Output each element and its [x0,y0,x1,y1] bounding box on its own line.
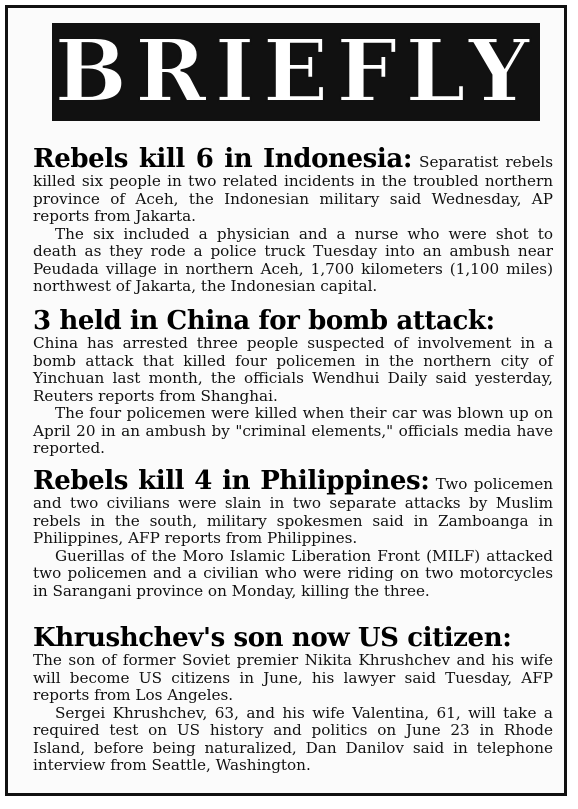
story-body: The four policemen were killed when their car was blown up on April 20 in an ambush by "criminal elements," officials media have reported. [33,404,553,457]
story-headline: 3 held in China for bomb attack: [33,306,495,336]
story-lead-text: China has arrested three people suspected of involvement in a bomb attack that killed four policemen in the northern city of Yinchuan last month, the officials Wendhui Daily said yesterday, Reuters reports from Shanghai. [33,334,553,405]
story-lead [33,467,553,548]
story-lead-text: Two policemen and two civilians were slain in two separate attacks by Muslim rebels in the south, military spokesmen said in Zamboanga in Philippines, AFP reports from Philippines. [33,475,554,547]
story-headline: Khrushchev's son now US citizen: [33,623,512,653]
story-khrushchev [33,624,553,775]
story-china [33,307,553,458]
story-lead-text: The son of former Soviet premier Nikita Khrushchev and his wife will become US citizens in June, his lawyer said Tuesday, AFP reports from Los Angeles. [33,651,553,704]
story-philippines [33,467,553,600]
story-body: The six included a physician and a nurse who were shot to death as they rode a police truck Tuesday into an ambush near Peudada village in northern Aceh, 1,700 kilometers (1,100 miles) northwest of Jakarta, the Indonesian capital. [33,224,553,295]
story-headline: Rebels kill 6 in Indonesia: [33,144,413,174]
story-body: Guerillas of the Moro Islamic Liberation Front (MILF) attacked two policemen and a civilian who were riding on two motorcycles in Sarangani province on Monday, killing the three. [33,546,553,600]
story-indonesia [33,145,553,296]
story-lead [33,145,553,226]
story-headline: Rebels kill 4 in Philippines: [33,466,430,496]
story-lead-text: Separatist rebels killed six people in two related incidents in the troubled northern province of Aceh, the Indonesian military said Wednesday, AP reports from Jakarta. [33,153,553,225]
story-body: Sergei Khrushchev, 63, and his wife Valentina, 61, will take a required test on US history and politics on June 23 in Rhode Island, before being naturalized, Dan Danilov said in telephone interview from Seattle, Washington. [33,703,553,774]
masthead [52,23,540,121]
masthead-title: BRIEFLY [54,21,538,122]
